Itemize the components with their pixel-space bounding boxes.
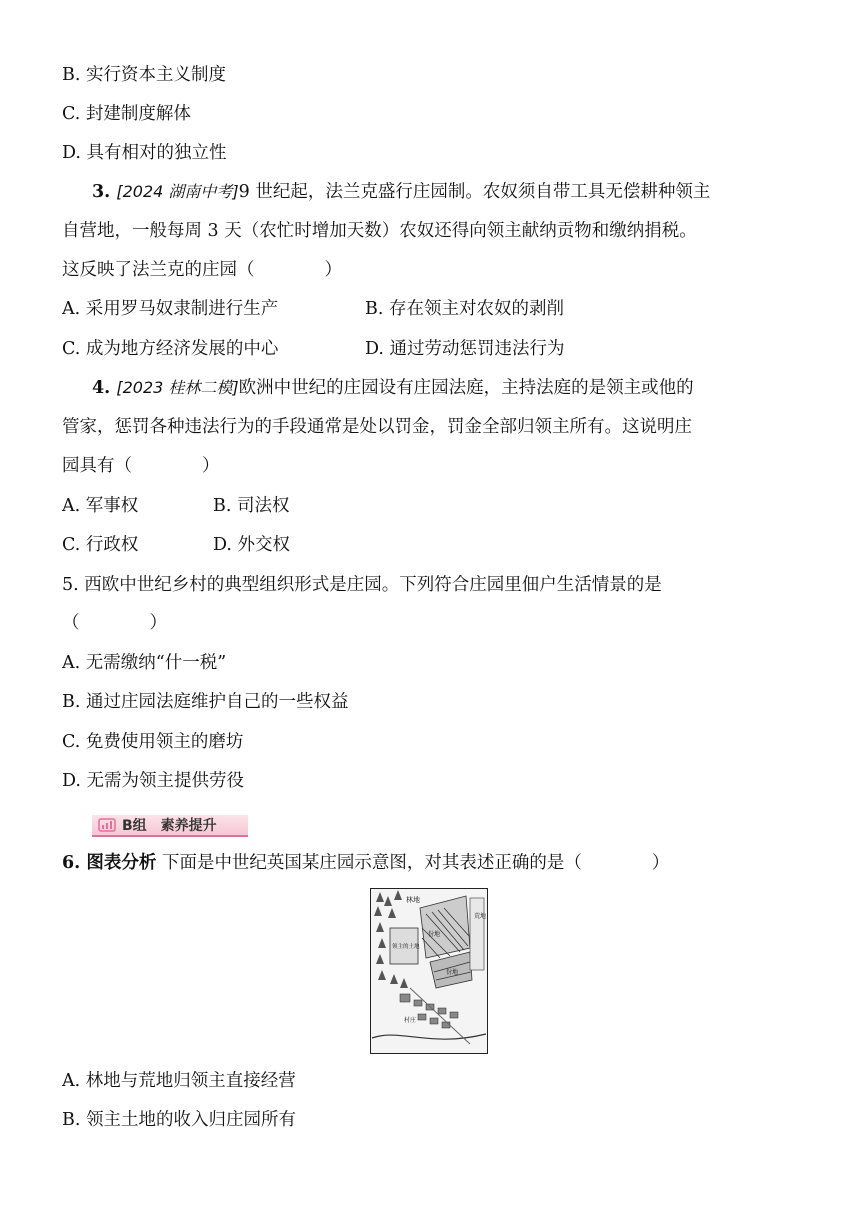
q3-option-A: A. 采用罗马奴隶制进行生产 <box>62 299 279 319</box>
label-strip-1: 份地 <box>428 931 441 938</box>
label-forest: 林地 <box>406 896 420 904</box>
question-4-line1 <box>92 376 694 400</box>
section-badge <box>92 815 248 837</box>
question-number: 6. <box>62 853 87 873</box>
q6-option-A: A. 林地与荒地归领主直接经营 <box>62 1071 296 1091</box>
question-text: 9 世纪起，法兰克盛行庄园制。农奴须自带工具无偿耕种领主 <box>238 182 711 202</box>
question-number: 3. <box>92 182 117 202</box>
q6-option-B: B. 领主土地的收入归庄园所有 <box>62 1110 296 1130</box>
q5-option-D: D. 无需为领主提供劳役 <box>62 771 245 791</box>
question-3-line3: 这反映了法兰克的庄园（ ） <box>62 260 342 280</box>
option-D-independence: D. 具有相对的独立性 <box>62 143 227 163</box>
question-text: 欧洲中世纪的庄园设有庄园法庭，主持法庭的是领主或他的 <box>238 378 694 398</box>
q5-option-C: C. 免费使用领主的磨坊 <box>62 732 244 752</box>
label-village: 村庄 <box>404 1017 417 1024</box>
bar-chart-icon <box>98 818 116 832</box>
question-3-line2: 自营地，一般每周 3 天（农忙时增加天数）农奴还得向领主献纳贡物和缴纳捐税。 <box>62 221 697 241</box>
manor-map <box>370 888 488 1054</box>
label-lord-land: 领主的土地 <box>392 944 420 950</box>
question-4-line3: 园具有（ ） <box>62 456 220 476</box>
question-number: 4. <box>92 378 117 398</box>
q5-option-A: A. 无需缴纳“什一税” <box>62 653 227 673</box>
label-waste: 荒地 <box>474 913 487 920</box>
q4-option-C: C. 行政权 <box>62 535 139 555</box>
q3-option-D: D. 通过劳动惩罚违法行为 <box>365 339 565 359</box>
question-4-line2: 管家，惩罚各种违法行为的手段通常是处以罚金，罚金全部归领主所有。这说明庄 <box>62 417 692 437</box>
q3-option-B: B. 存在领主对农奴的剥削 <box>365 299 564 319</box>
question-text: 下面是中世纪英国某庄园示意图，对其表述正确的是（ ） <box>156 853 670 873</box>
option-B-capitalism: B. 实行资本主义制度 <box>62 65 226 85</box>
question-source: [2024 湖南中考] <box>116 182 239 201</box>
q4-option-D: D. 外交权 <box>213 535 291 555</box>
question-tag: 图表分析 <box>86 853 157 873</box>
option-C-feudal-collapse: C. 封建制度解体 <box>62 104 191 124</box>
q4-option-B: B. 司法权 <box>213 496 290 516</box>
q5-option-B: B. 通过庄园法庭维护自己的一些权益 <box>62 692 349 712</box>
question-5-line1: 5. 西欧中世纪乡村的典型组织形式是庄园。下列符合庄园里佃户生活情景的是 <box>62 575 662 595</box>
question-3-line1 <box>92 180 710 204</box>
question-6-line1 <box>62 851 669 875</box>
question-5-line2: （ ） <box>62 613 167 633</box>
q3-option-C: C. 成为地方经济发展的中心 <box>62 339 279 359</box>
badge-title: 素养提升 <box>160 818 217 834</box>
q4-option-A: A. 军事权 <box>62 496 139 516</box>
label-strip-2: 份地 <box>446 969 459 976</box>
question-source: [2023 桂林二模] <box>116 378 239 397</box>
badge-group: B组 <box>122 818 147 834</box>
